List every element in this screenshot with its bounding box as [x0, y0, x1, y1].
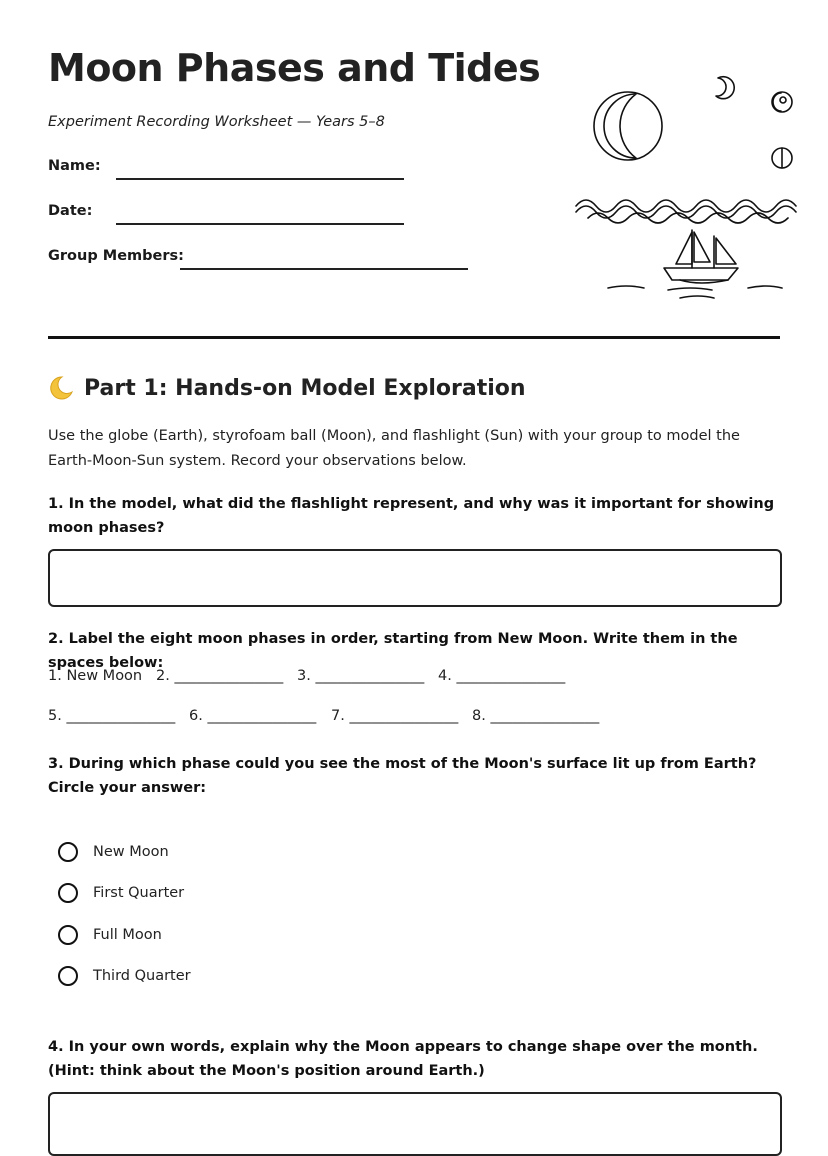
phase-slot-4[interactable]: 4. _______________	[438, 668, 566, 684]
option-first-quarter[interactable]	[58, 880, 184, 906]
phase-slot-8[interactable]: 8. _______________	[472, 708, 600, 724]
phase-slot-1: 1. New Moon	[48, 668, 143, 684]
phase-slot-3[interactable]: 3. _______________	[297, 668, 425, 684]
option-new-moon[interactable]	[58, 839, 169, 865]
crescent-moon-icon	[716, 77, 734, 99]
sailboat-icon	[664, 230, 738, 283]
part1-heading	[48, 375, 526, 401]
question-4-answer-box[interactable]	[48, 1092, 782, 1156]
date-input-line[interactable]	[116, 223, 404, 225]
question-2: 2. Label the eight moon phases in order, starting from New Moon. Write them in the spaces below:	[48, 631, 738, 671]
header-divider	[48, 336, 780, 339]
question-4: 4. In your own words, explain why the Moon appears to change shape over the month. (Hint: think about the Moon's position around Earth.)	[48, 1039, 758, 1079]
group-members-label: Group Members:	[48, 248, 184, 264]
radio-circle[interactable]	[58, 925, 78, 945]
moon-tides-illustration	[568, 66, 818, 306]
crescent-moon-icon	[594, 92, 662, 160]
date-field	[48, 203, 408, 227]
part1-intro: Use the globe (Earth), styrofoam ball (Moon), and flashlight (Sun) with your group to model the Earth-Moon-Sun system. Record your observations below.	[48, 428, 740, 469]
group-members-input-line[interactable]	[180, 268, 468, 270]
part1-title: Part 1: Hands-on Model Exploration	[84, 375, 526, 401]
phase-slot-6[interactable]: 6. _______________	[189, 708, 317, 724]
date-label: Date:	[48, 203, 93, 219]
option-label: New Moon	[93, 844, 169, 860]
phase-slot-7[interactable]: 7. _______________	[331, 708, 459, 724]
phase-row-2	[48, 708, 608, 730]
name-field	[48, 158, 408, 182]
radio-circle[interactable]	[58, 966, 78, 986]
phase-row-1	[48, 668, 608, 690]
page-title: Moon Phases and Tides	[48, 46, 541, 90]
half-moon-icon	[772, 148, 792, 168]
option-label: Third Quarter	[93, 968, 191, 984]
waves-icon	[576, 200, 796, 223]
question-1-answer-box[interactable]	[48, 549, 782, 607]
option-third-quarter[interactable]	[58, 963, 191, 989]
radio-circle[interactable]	[58, 883, 78, 903]
name-label: Name:	[48, 158, 101, 174]
name-input-line[interactable]	[116, 178, 404, 180]
gibbous-moon-icon	[772, 92, 792, 112]
option-label: Full Moon	[93, 927, 162, 943]
crescent-moon-icon	[48, 375, 74, 401]
page-subtitle: Experiment Recording Worksheet — Years 5–8	[48, 114, 385, 130]
phase-slot-5[interactable]: 5. _______________	[48, 708, 176, 724]
radio-circle[interactable]	[58, 842, 78, 862]
group-members-field	[48, 248, 473, 272]
question-3: 3. During which phase could you see the most of the Moon's surface lit up from Earth? Circle your answer:	[48, 756, 757, 796]
question-1: 1. In the model, what did the flashlight represent, and why was it important for showing moon phases?	[48, 496, 775, 536]
phase-slot-2[interactable]: 2. _______________	[156, 668, 284, 684]
option-full-moon[interactable]	[58, 922, 162, 948]
option-label: First Quarter	[93, 885, 185, 901]
